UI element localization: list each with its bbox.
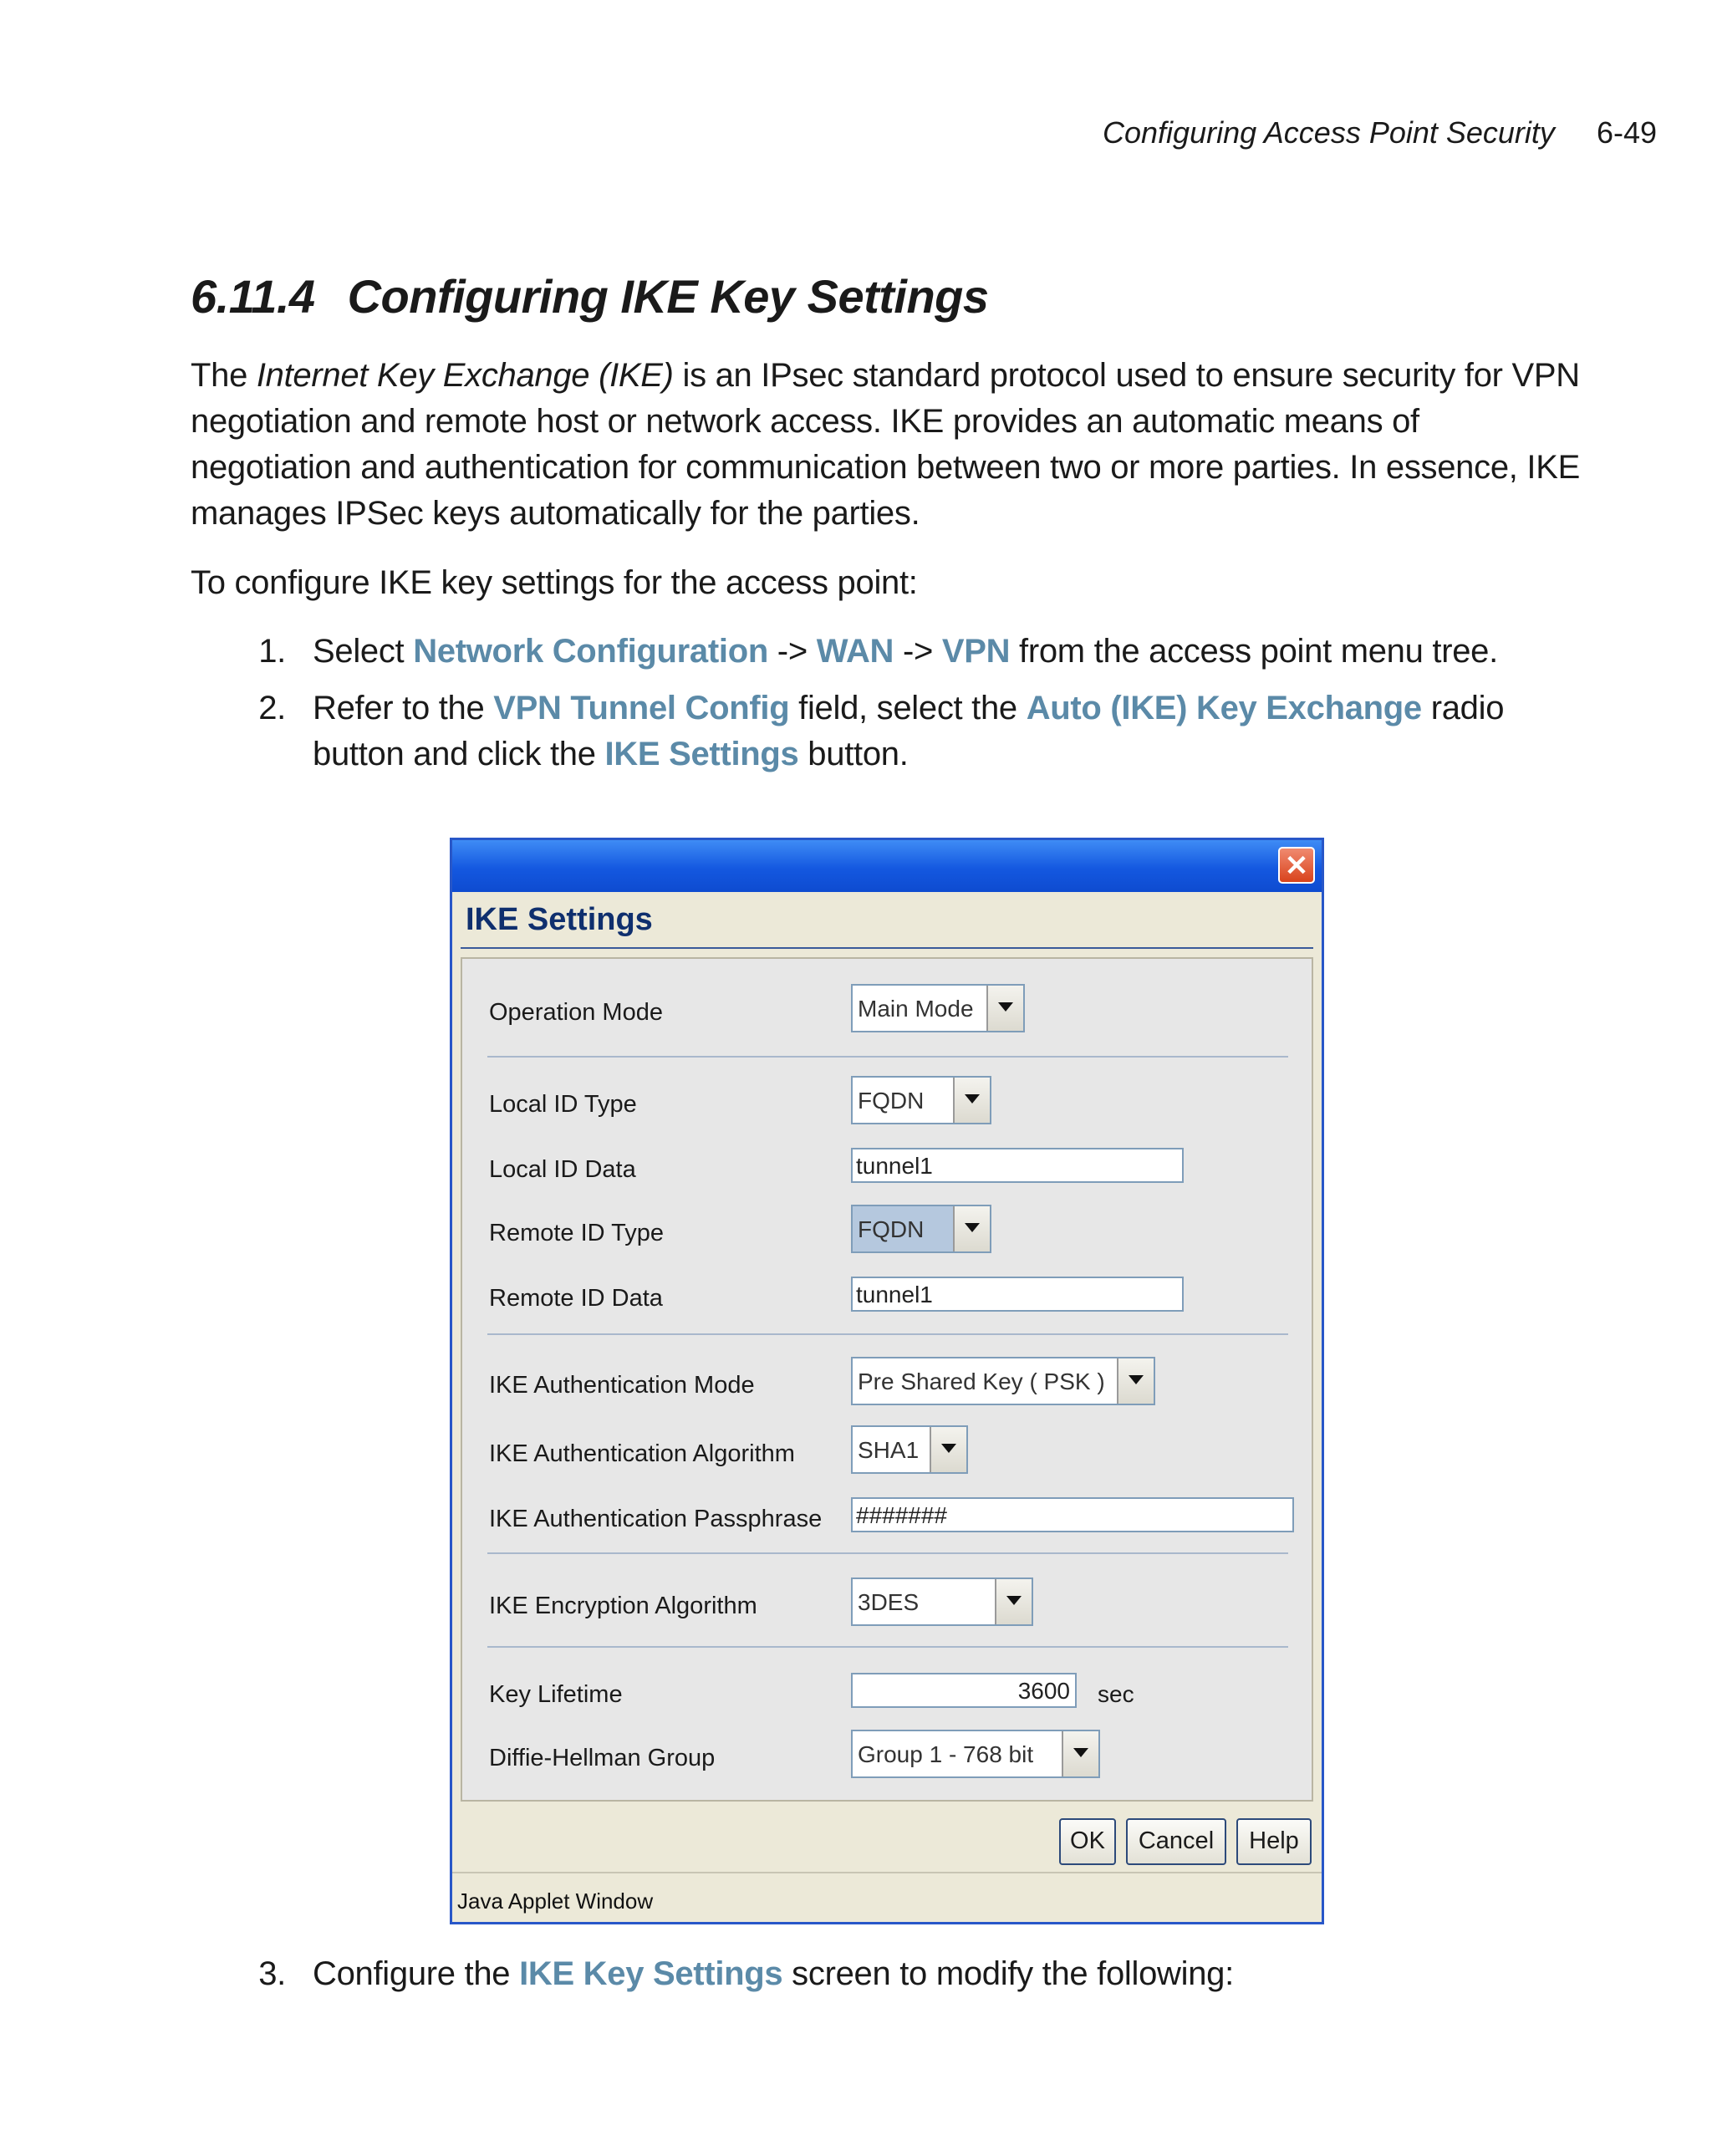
remote-id-data-label: Remote ID Data (489, 1285, 663, 1312)
local-id-data-label: Local ID Data (489, 1156, 636, 1183)
key-lifetime-value: 3600 (1017, 1678, 1070, 1704)
step-number: 2. (258, 690, 286, 726)
section-title: Configuring IKE Key Settings (347, 270, 989, 323)
intro-term: Internet Key Exchange (IKE) (256, 357, 674, 394)
step-text (313, 686, 1600, 777)
passphrase-value: ####### (856, 1502, 948, 1528)
page-number: 6-49 (1596, 115, 1657, 150)
divider (487, 1333, 1288, 1335)
encryption-label: IKE Encryption Algorithm (489, 1593, 757, 1619)
status-text: Java Applet Window (457, 1888, 654, 1914)
remote-id-type-select[interactable] (851, 1205, 991, 1253)
chevron-down-icon[interactable] (953, 1206, 990, 1251)
dialog-title: IKE Settings (466, 902, 653, 937)
intro-paragraph (191, 353, 1587, 537)
step-text-part: from the access point menu tree. (1010, 633, 1498, 670)
divider (487, 1056, 1288, 1058)
step-text-part: -> (767, 633, 817, 670)
auth-mode-value: Pre Shared Key ( PSK ) (858, 1369, 1105, 1394)
status-bar (452, 1872, 1322, 1922)
step-text-part: field, select the (789, 690, 1027, 726)
step-text-part: Select (313, 633, 414, 670)
dialog-titlebar (452, 840, 1322, 892)
title-divider (461, 947, 1313, 949)
chevron-down-icon[interactable] (1062, 1731, 1098, 1776)
local-id-data-input[interactable] (851, 1148, 1184, 1183)
step-number: 3. (258, 1955, 286, 1992)
operation-mode-label: Operation Mode (489, 999, 663, 1026)
remote-id-type-value: FQDN (858, 1216, 925, 1242)
ref-ike-settings: IKE Settings (604, 736, 799, 772)
chevron-down-icon[interactable] (995, 1579, 1032, 1624)
local-id-type-label: Local ID Type (489, 1091, 637, 1118)
local-id-type-select[interactable] (851, 1076, 991, 1124)
passphrase-input[interactable] (851, 1497, 1294, 1532)
section-heading (191, 269, 989, 324)
step-text-part: radio button and click the (313, 690, 1505, 772)
ike-settings-dialog (450, 838, 1324, 1924)
ref-ike-key-settings: IKE Key Settings (519, 1955, 783, 1992)
ref-auto-ike-key-exchange: Auto (IKE) Key Exchange (1026, 690, 1422, 726)
dh-group-label: Diffie-Hellman Group (489, 1745, 716, 1771)
encryption-select[interactable] (851, 1577, 1033, 1626)
step-text-part: -> (894, 633, 942, 670)
key-lifetime-label: Key Lifetime (489, 1681, 623, 1708)
cancel-button[interactable]: Cancel (1126, 1818, 1226, 1865)
menu-path-network-configuration: Network Configuration (413, 633, 768, 670)
menu-path-vpn: VPN (941, 633, 1011, 670)
auth-mode-select[interactable] (851, 1357, 1155, 1405)
step-text-part: screen to modify the following: (782, 1955, 1234, 1992)
encryption-value: 3DES (858, 1589, 920, 1615)
ref-vpn-tunnel-config: VPN Tunnel Config (493, 690, 790, 726)
operation-mode-value: Main Mode (858, 996, 974, 1022)
close-icon[interactable]: ✕ (1278, 847, 1315, 884)
step-text (313, 1951, 1600, 1997)
dh-group-select[interactable] (851, 1730, 1100, 1778)
chevron-down-icon[interactable] (930, 1427, 966, 1472)
running-header (1103, 115, 1657, 150)
chevron-down-icon[interactable] (986, 986, 1023, 1031)
remote-id-data-input[interactable] (851, 1277, 1184, 1312)
section-number: 6.11.4 (191, 270, 315, 323)
intro-post: is an IPsec standard protocol used to ensure security for VPN negotiation and remote host or network access. IKE provides an automatic means of negotiation and authentication for communication between two or more parties. In essence, IKE manages IPSec keys automatically for the parties. (191, 357, 1580, 532)
step-text-part: button. (798, 736, 909, 772)
step-text-part: Configure the (313, 1955, 520, 1992)
auth-algorithm-label: IKE Authentication Algorithm (489, 1440, 795, 1467)
remote-id-data-value: tunnel1 (856, 1282, 933, 1307)
step-text (313, 629, 1600, 675)
step-number: 1. (258, 633, 286, 670)
settings-panel (461, 957, 1313, 1802)
menu-path-wan: WAN (816, 633, 894, 670)
lead-paragraph: To configure IKE key settings for the access point: (191, 564, 918, 601)
key-lifetime-unit: sec (1098, 1681, 1134, 1707)
operation-mode-select[interactable] (851, 984, 1025, 1032)
chevron-down-icon[interactable] (953, 1078, 990, 1123)
passphrase-label: IKE Authentication Passphrase (489, 1506, 823, 1532)
dh-group-value: Group 1 - 768 bit (858, 1741, 1034, 1767)
local-id-type-value: FQDN (858, 1088, 925, 1114)
local-id-data-value: tunnel1 (856, 1153, 933, 1179)
running-header-section: Configuring Access Point Security (1103, 115, 1555, 150)
help-button[interactable]: Help (1236, 1818, 1312, 1865)
intro-pre: The (191, 357, 257, 394)
auth-algorithm-value: SHA1 (858, 1437, 920, 1463)
ok-button[interactable]: OK (1059, 1818, 1116, 1865)
auth-algorithm-select[interactable] (851, 1425, 968, 1474)
remote-id-type-label: Remote ID Type (489, 1220, 665, 1246)
chevron-down-icon[interactable] (1117, 1358, 1154, 1404)
key-lifetime-input[interactable] (851, 1673, 1077, 1708)
divider (487, 1646, 1288, 1648)
divider (487, 1552, 1288, 1554)
auth-mode-label: IKE Authentication Mode (489, 1372, 755, 1399)
step-text-part: Refer to the (313, 690, 494, 726)
